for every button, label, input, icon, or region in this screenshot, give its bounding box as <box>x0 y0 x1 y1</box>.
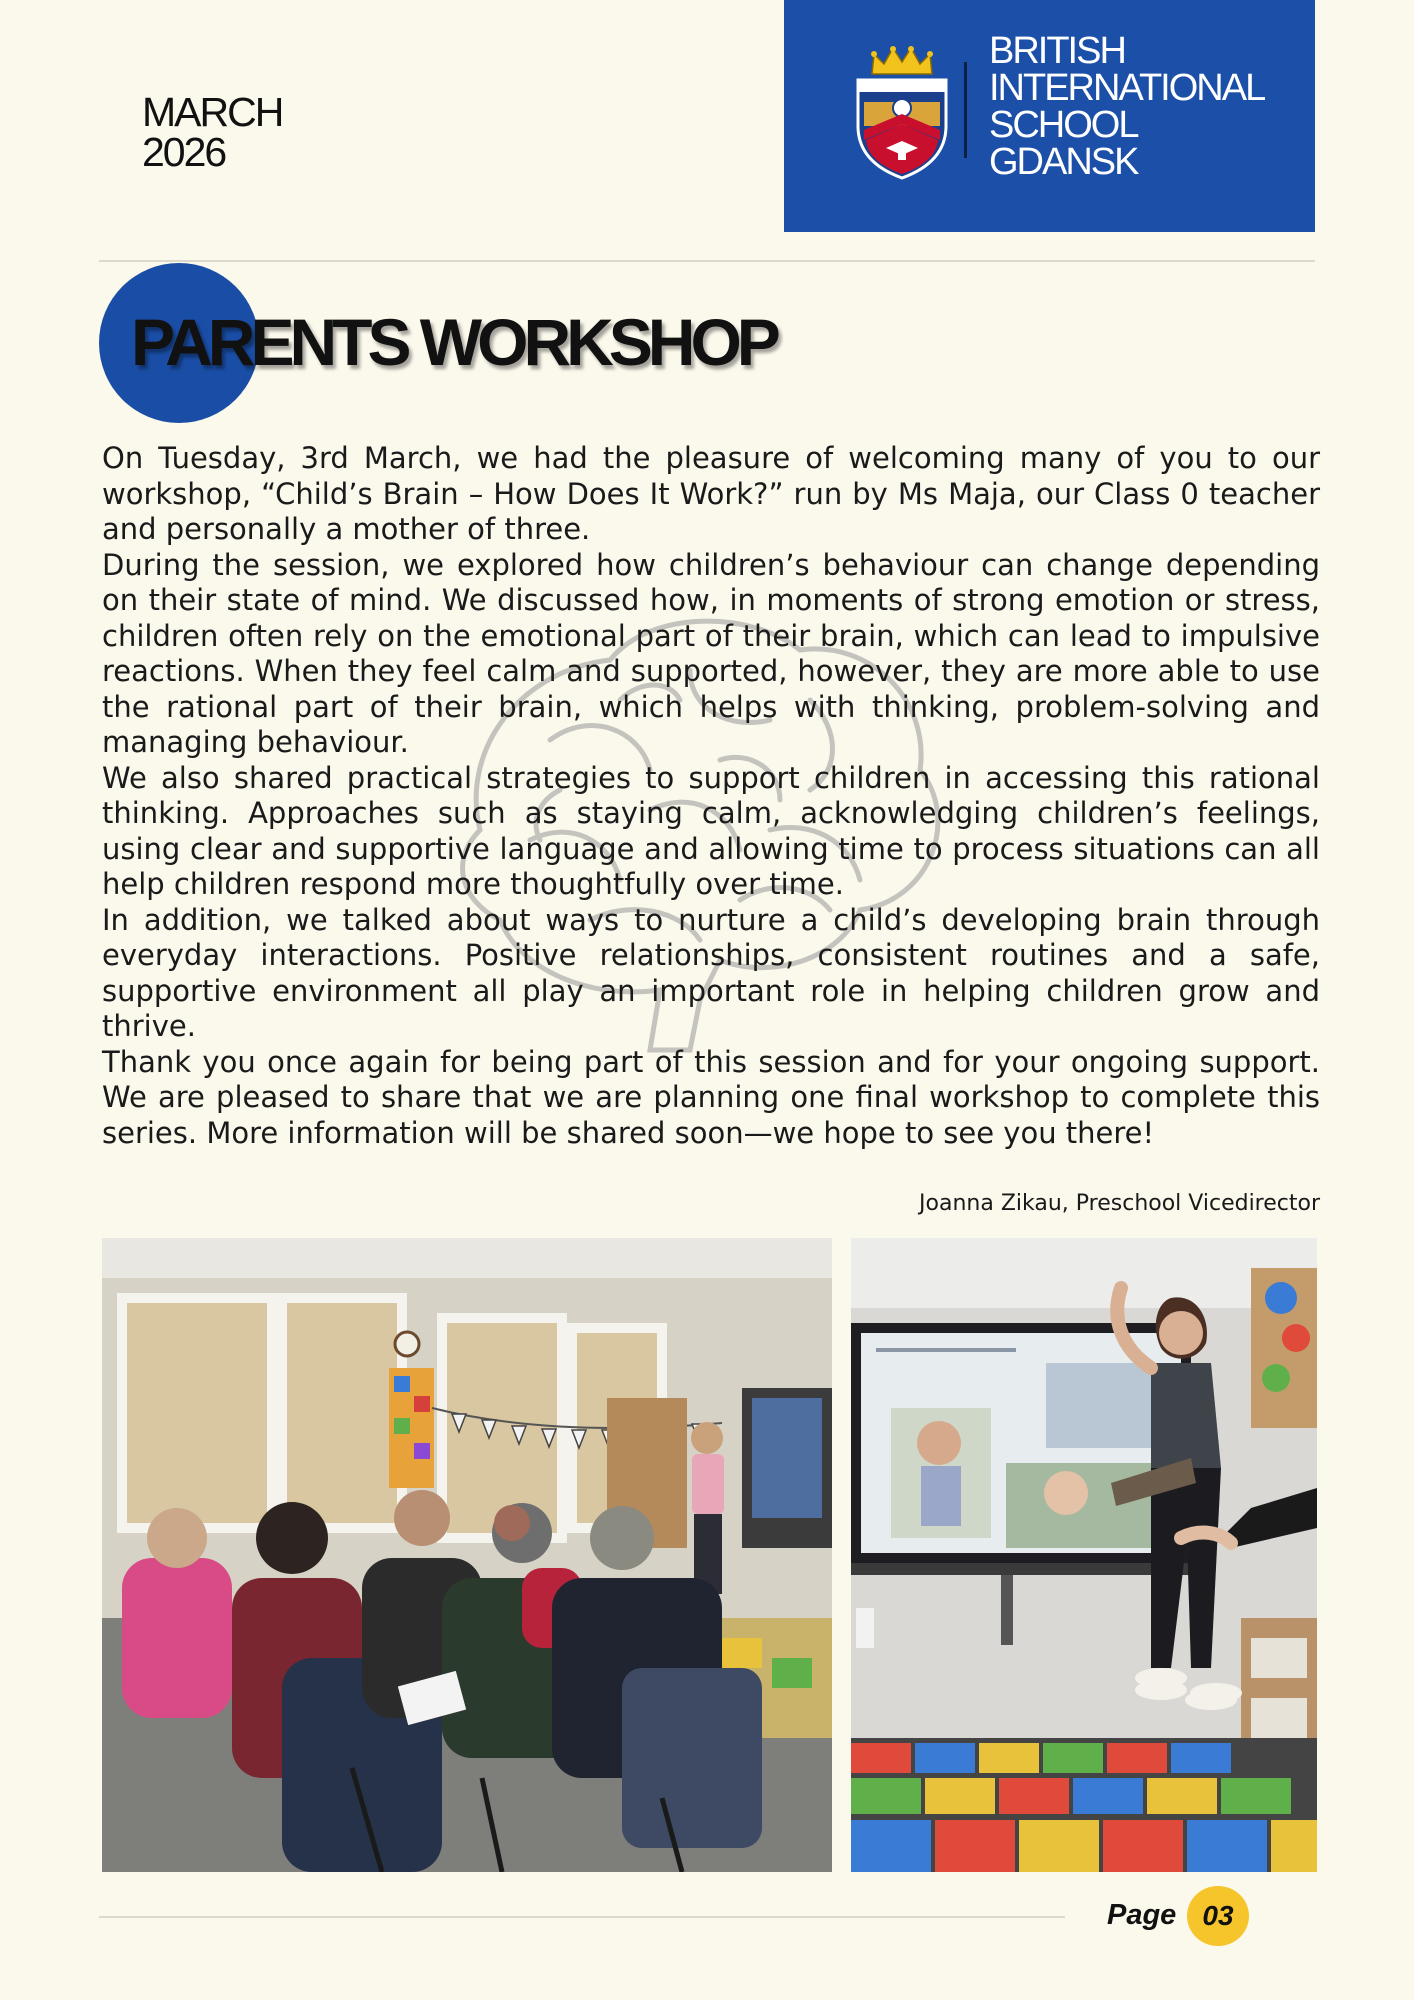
workshop-presenter-photo <box>851 1238 1317 1872</box>
article-paragraph: In addition, we talked about ways to nurture a child’s developing brain through everyday interactions. Positive relationships, consistent routines and a safe, supportive environment all play an important role in helping children grow and thrive. <box>102 902 1320 1043</box>
workshop-audience-photo <box>102 1238 832 1872</box>
school-crest-logo <box>852 44 952 182</box>
school-name-line: INTERNATIONAL <box>989 67 1265 109</box>
section-title: PARENTS WORKSHOP <box>131 305 776 379</box>
school-name <box>989 30 1265 183</box>
page-label: Page <box>1107 1899 1177 1931</box>
brand-divider <box>964 62 967 158</box>
issue-month: MARCH <box>142 89 283 135</box>
article-body <box>102 441 1320 1151</box>
article-paragraph: Thank you once again for being part of this session and for your ongoing support. We are pleased to share that we are planning one final workshop to complete this series. More information will be shared soon—we hope to see you there! <box>102 1044 1320 1150</box>
article-paragraph: During the session, we explored how children’s behaviour can change depending on their state of mind. We discussed how, in moments of strong emotion or stress, children often rely on the emotional part of their brain, which can lead to impulsive reactions. When they feel calm and supported, however, they are more able to use the rational part of their brain, which helps with thinking, problem-solving and managing behaviour. <box>102 547 1320 759</box>
issue-date <box>142 89 283 175</box>
article-author: Joanna Zikau, Preschool Vicedirector <box>919 1191 1320 1216</box>
footer-divider <box>99 1916 1065 1918</box>
issue-year: 2026 <box>142 129 226 175</box>
article-paragraph: On Tuesday, 3rd March, we had the pleasure of welcoming many of you to our workshop, “Child’s Brain – How Does It Work?” run by Ms Maja, our Class 0 teacher and personally a mother of three. <box>102 441 1320 546</box>
school-brand-banner <box>784 0 1315 232</box>
school-name-line: BRITISH <box>989 30 1125 72</box>
article-paragraph: We also shared practical strategies to support children in accessing this rational thinking. Approaches such as staying calm, acknowledging children’s feelings, using clear and supportive language and allowing time to process situations can all help children respond more thoughtfully over time. <box>102 760 1320 901</box>
page-number-badge: 03 <box>1187 1886 1249 1946</box>
header-divider <box>99 260 1315 262</box>
school-name-line: SCHOOL <box>989 104 1138 146</box>
school-name-line: GDANSK <box>989 141 1138 183</box>
